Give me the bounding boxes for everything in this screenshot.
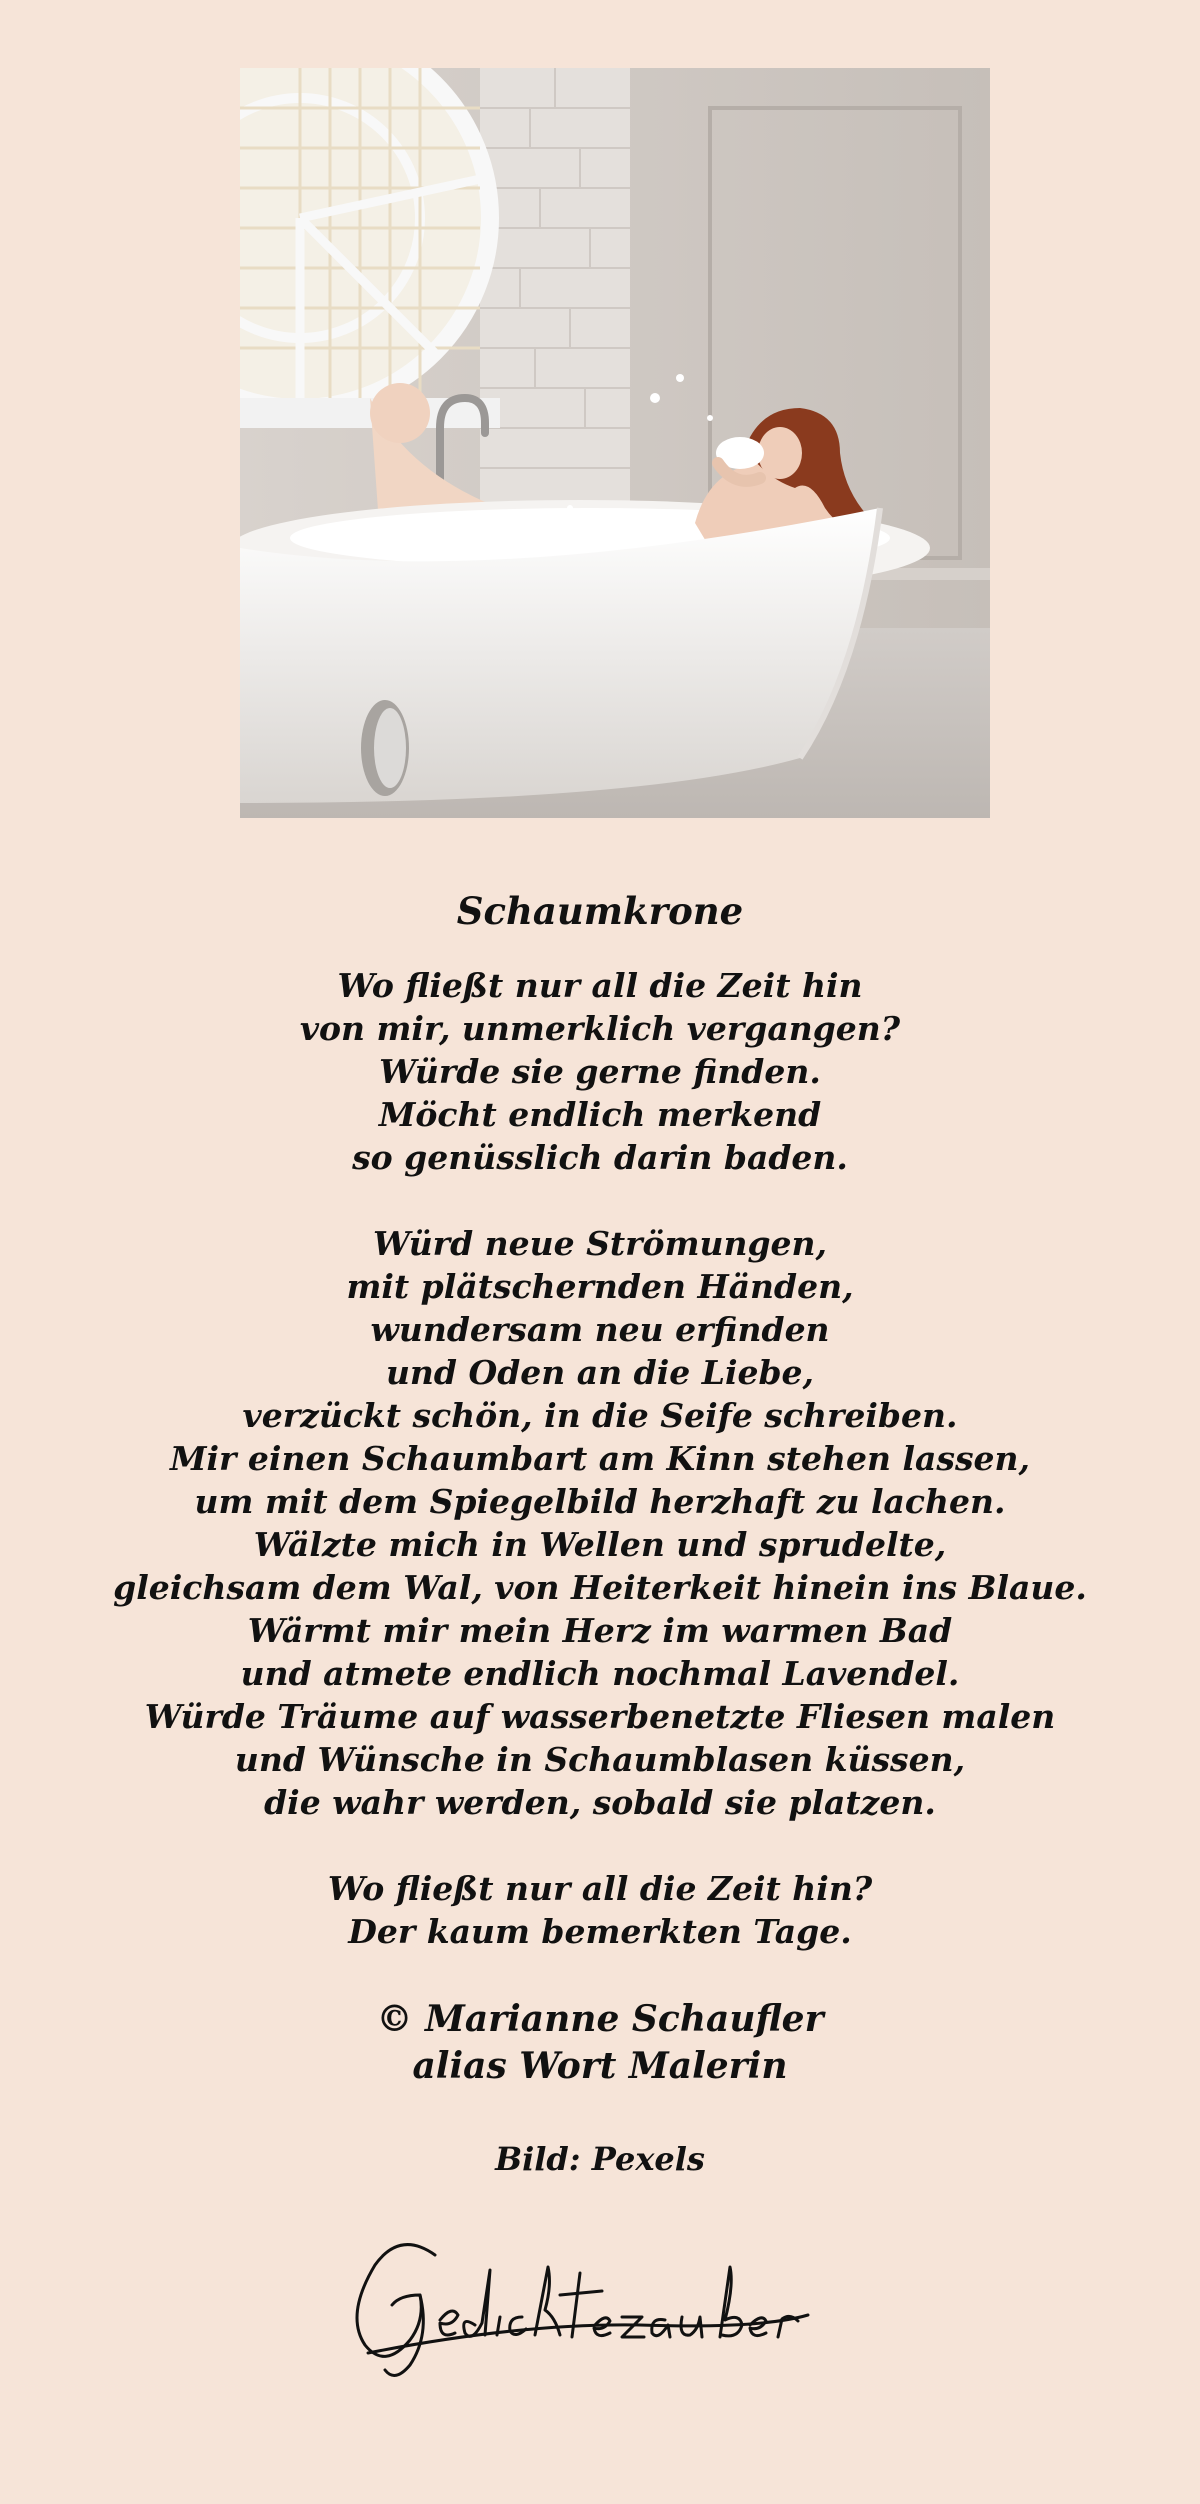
poem-line: gleichsam dem Wal, von Heiterkeit hinein ins Blaue.	[113, 1568, 1087, 1607]
bathtub-photo	[240, 68, 990, 818]
poem-line: Wo fließt nur all die Zeit hin?	[327, 1869, 873, 1908]
poem-line: Wärmt mir mein Herz im warmen Bad	[247, 1611, 953, 1650]
poem-title: Schaumkrone	[456, 889, 744, 933]
poem-line: mit plätschernden Händen,	[346, 1267, 854, 1306]
poem-line: Der kaum bemerkten Tage.	[348, 1912, 852, 1951]
signature-script-icon	[340, 2225, 860, 2385]
author-credit	[0, 1996, 1200, 2090]
poem-line: Würde Träume auf wasserbenetzte Fliesen malen	[144, 1697, 1056, 1736]
image-source	[0, 2133, 1200, 2185]
poem-line: und atmete endlich nochmal Lavendel.	[240, 1654, 960, 1693]
poem-line: von mir, unmerklich vergangen?	[299, 1009, 901, 1048]
stanza-1	[0, 964, 1200, 1179]
author-alias: alias Wort Malerin	[412, 2045, 788, 2087]
image-source-label: Bild: Pexels	[495, 2140, 705, 2178]
poem-line: Wälzte mich in Wellen und sprudelte,	[253, 1525, 947, 1564]
author-name: © Marianne Schaufler	[376, 1998, 824, 2040]
poem-line: Würd neue Strömungen,	[372, 1224, 828, 1263]
poem-line: Wo fließt nur all die Zeit hin	[337, 966, 863, 1005]
bathtub-illustration	[240, 68, 990, 818]
poem-line: wundersam neu erfinden	[370, 1310, 830, 1349]
poem-line: Mir einen Schaumbart am Kinn stehen lassen,	[169, 1439, 1031, 1478]
poem-line: verzückt schön, in die Seife schreiben.	[242, 1396, 958, 1435]
poem-line: und Oden an die Liebe,	[385, 1353, 815, 1392]
stanza-3	[0, 1867, 1200, 1953]
poem-line: so genüsslich darin baden.	[352, 1138, 848, 1177]
poem	[0, 878, 1200, 2185]
poem-line: Möcht endlich merkend	[378, 1095, 822, 1134]
poem-line: die wahr werden, sobald sie platzen.	[264, 1783, 936, 1822]
poem-line: und Wünsche in Schaumblasen küssen,	[234, 1740, 966, 1779]
poem-line: um mit dem Spiegelbild herzhaft zu lachen.	[194, 1482, 1006, 1521]
stanza-2	[0, 1222, 1200, 1824]
signature-logo	[340, 2225, 860, 2385]
poem-line: Würde sie gerne finden.	[379, 1052, 821, 1091]
